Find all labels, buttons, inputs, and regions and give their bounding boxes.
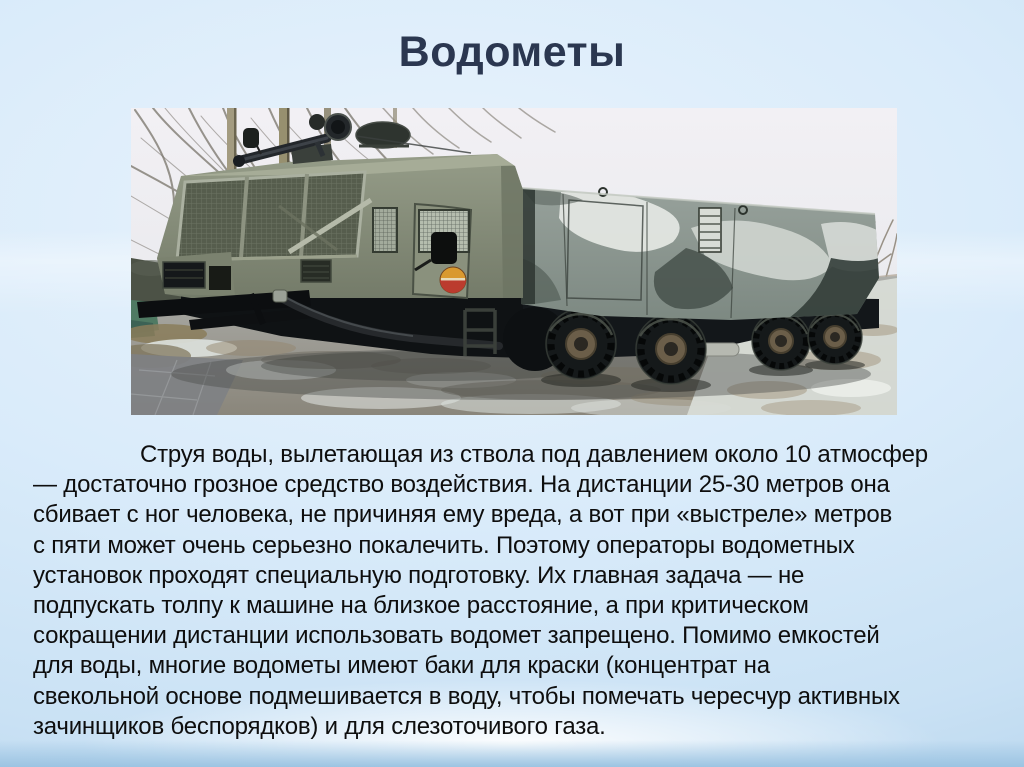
body-text [33,440,1008,742]
slide-title: Водометы [398,28,626,76]
body-line-7: сокращении дистанции использовать водомет запрещено. Помимо емкостей [33,622,880,650]
windshield-mesh [177,172,371,260]
door-emblem [440,267,466,293]
wheel-4 [808,310,862,364]
wheel-3 [752,312,810,370]
body-line-9: свекольной основе подмешивается в воду, чтобы помечать чересчур активных [33,682,900,710]
body-line-10: зачинщиков беспорядков) и для слезоточивого газа. [33,712,606,740]
wheel-1 [546,309,616,379]
hose-coupler [273,290,287,302]
roof-dome [356,122,410,148]
body-line-8: для воды, многие водометы имеют баки для краски (концентрат на [33,652,770,680]
body-line-3: сбивает с ног человека, не причиняя ему вреда, а вот при «выстреле» метров [33,501,893,529]
front-mirror [243,128,259,148]
wheel-2 [636,314,706,384]
body-line-4: с пяти может очень серьезно покалечить. Поэтому операторы водометных [33,531,855,559]
vehicle-photo-svg [131,108,897,415]
body-line-2: — достаточно грозное средство воздействия. На дистанции 25-30 метров она [33,471,890,499]
front-nose [157,252,235,296]
body-line-6: подпускать толпу к машине на близкое расстояние, а при критическом [33,592,809,620]
side-mirror [431,232,457,264]
body-line-1: Струя воды, вылетающая из ствола под давлением около 10 атмосфер [140,441,928,468]
vehicle-photo [131,108,897,415]
body-line-5: установок проходят специальную подготовку. Их главная задача — не [33,561,805,589]
cannon-nozzle [233,155,245,167]
